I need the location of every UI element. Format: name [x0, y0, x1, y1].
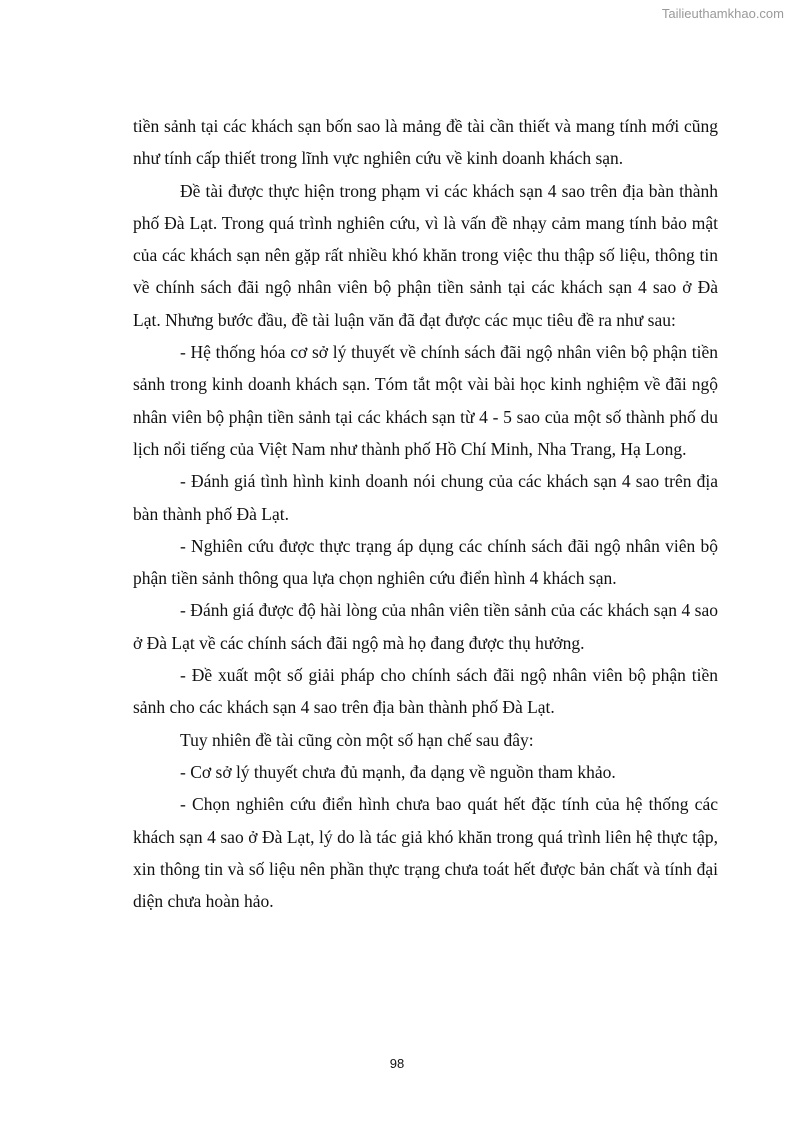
paragraph-5: - Nghiên cứu được thực trạng áp dụng các chính sách đãi ngộ nhân viên bộ phận tiền sảnh thông qua lựa chọn nghiên cứu điển hình 4 khách sạn. [133, 535, 718, 589]
paragraph-7: - Đề xuất một số giải pháp cho chính sách đãi ngộ nhân viên bộ phận tiền sảnh cho các khách sạn 4 sao trên địa bàn thành phố Đà Lạt. [133, 665, 718, 718]
paragraph-9: - Cơ sở lý thuyết chưa đủ mạnh, đa dạng về nguồn tham khảo. [180, 761, 616, 782]
paragraph-1: tiền sảnh tại các khách sạn bốn sao là mảng đề tài cần thiết và mang tính mới cũng như tính cấp thiết trong lĩnh vực nghiên cứu về kinh doanh khách sạn. [133, 116, 718, 169]
paragraph-10: - Chọn nghiên cứu điển hình chưa bao quát hết đặc tính của hệ thống các khách sạn 4 sao ở Đà Lạt, lý do là tác giả khó khăn trong quá trình liên hệ thực tập, xin thông tin và số liệu nên phần thực trạng chưa toát hết được bản chất và tính đại diện chưa hoàn hảo. [133, 794, 718, 912]
page-number: 98 [389, 1056, 405, 1071]
paragraph-8: Tuy nhiên đề tài cũng còn một số hạn chế sau đây: [180, 729, 534, 750]
document-body [133, 110, 718, 917]
paragraph-3: - Hệ thống hóa cơ sở lý thuyết về chính sách đãi ngộ nhân viên bộ phận tiền sảnh trong kinh doanh khách sạn. Tóm tắt một vài bài học kinh nghiệm về đãi ngộ nhân viên bộ phận tiền sảnh tại các khách sạn từ 4 - 5 sao của một số thành phố du lịch nổi tiếng của Việt Nam như thành phố Hồ Chí Minh, Nha Trang, Hạ Long. [133, 342, 718, 459]
paragraph-2: Đề tài được thực hiện trong phạm vi các khách sạn 4 sao trên địa bàn thành phố Đà Lạt. Trong quá trình nghiên cứu, vì là vấn đề nhạy cảm mang tính bảo mật của các khách sạn nên gặp rất nhiều khó khăn trong việc thu thập số liệu, thông tin về chính sách đãi ngộ nhân viên bộ phận tiền sảnh tại các khách sạn 4 sao ở Đà Lạt. Nhưng bước đầu, đề tài luận văn đã đạt được các mục tiêu đề ra như sau: [133, 180, 718, 330]
paragraph-4: - Đánh giá tình hình kinh doanh nói chung của các khách sạn 4 sao trên địa bàn thành phố Đà Lạt. [133, 471, 718, 524]
paragraph-6: - Đánh giá được độ hài lòng của nhân viên tiền sảnh của các khách sạn 4 sao ở Đà Lạt về các chính sách đãi ngộ mà họ đang được thụ hưởng. [133, 600, 718, 653]
watermark: Tailieuthamkhao.com [661, 6, 784, 21]
